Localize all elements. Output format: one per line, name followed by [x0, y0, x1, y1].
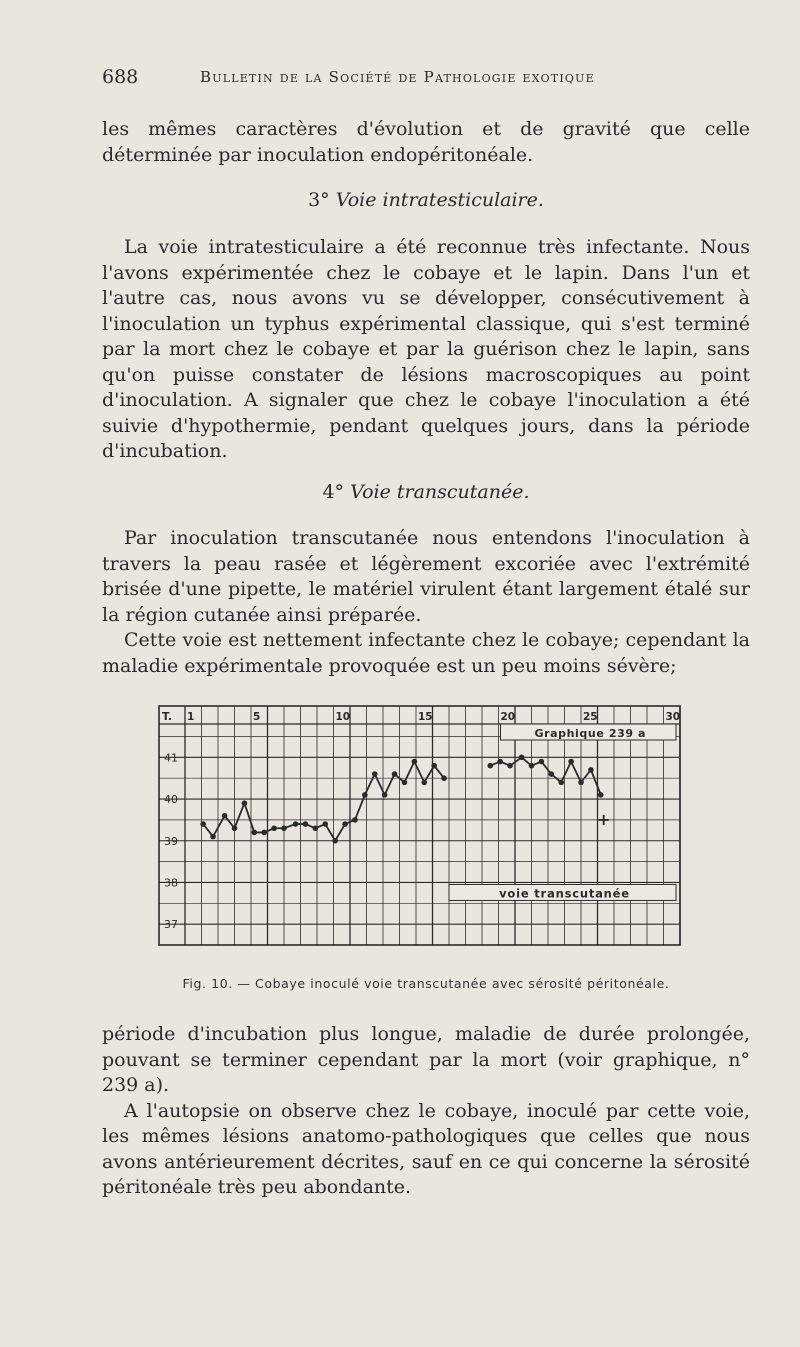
data-point [507, 763, 513, 769]
data-point [200, 821, 206, 827]
data-point [281, 825, 287, 831]
series-line [490, 757, 601, 795]
section-4-title: Voie transcutanée. [350, 481, 530, 503]
data-point [539, 759, 545, 765]
data-point [222, 813, 228, 819]
chart-title: Graphique 239 a [534, 727, 647, 740]
data-point [382, 792, 388, 798]
paragraph-after-1: période d'incubation plus longue, maladie de durée prolongée, pouvant se terminer cependant par la mort (voir graphique, n° 239 a). [102, 1023, 750, 1096]
section-3-heading [102, 189, 750, 211]
section-4-heading [102, 481, 750, 503]
data-point [252, 830, 258, 836]
data-point [598, 792, 604, 798]
paragraph-intratesticulaire: La voie intratesticulaire a été reconnue très infectante. Nous l'avons expérimentée chez le cobaye et le lapin. Dans l'un et l'autre cas, nous avons vu se développer, consécutivement à l'inoculation un typhus expérimental classique, qui s'est terminé par la mort chez le cobaye et par la guérison chez le lapin, sans qu'on puisse constater de lésions macroscopiques au point d'inoculation. A signaler que chez le cobaye l'inoculation a été suivie d'hypothermie, pendant quelques jours, dans la période d'incubation. [102, 236, 750, 462]
data-point [412, 759, 418, 765]
y-tick-label: 37 [164, 918, 178, 932]
paragraph-continuation: les mêmes caractères d'évolution et de gravité que celle déterminée par inoculation endopéritonéale. [102, 118, 750, 166]
x-tick-label: 1 [187, 711, 195, 723]
data-point [529, 763, 535, 769]
paragraph-transcutanee-2: Cette voie est nettement infectante chez le cobaye; cependant la maladie expérimentale provoquée est un peu moins sévère; [102, 629, 750, 677]
data-point [232, 825, 238, 831]
data-point [392, 771, 398, 777]
data-point [303, 821, 309, 827]
y-tick-label: 39 [164, 834, 178, 848]
data-point [293, 821, 299, 827]
data-point [588, 767, 594, 773]
y-tick-label: 38 [164, 876, 178, 890]
temperature-chart [155, 700, 685, 952]
data-point [558, 780, 564, 786]
data-point [342, 821, 348, 827]
page-number: 688 [102, 66, 139, 88]
paragraph-after-figure [102, 1022, 750, 1201]
annotation-label: voie transcutanée [499, 886, 630, 901]
paragraph-transcutanee-1: Par inoculation transcutanée nous entendons l'inoculation à travers la peau rasée et légèrement excoriée avec l'extrémité brisée d'une pipette, le matériel virulent étant largement étalé sur la région cutanée ainsi préparée. [102, 527, 750, 626]
x-tick-label: 25 [583, 711, 598, 723]
data-point [519, 755, 525, 761]
data-point [372, 771, 378, 777]
data-point [322, 821, 328, 827]
data-point [210, 834, 216, 840]
series-line [203, 762, 444, 841]
data-point [332, 838, 338, 844]
data-point [549, 771, 555, 777]
x-tick-label: 10 [335, 711, 351, 723]
data-point [421, 780, 427, 786]
data-point [497, 759, 503, 765]
data-point [352, 817, 358, 823]
section-3-number: 3° [308, 189, 330, 211]
figure-caption: Fig. 10. — Cobaye inoculé voie transcutanée avec sérosité péritonéale. [182, 976, 670, 991]
data-point [487, 763, 493, 769]
data-point [568, 759, 574, 765]
data-point [441, 775, 447, 781]
data-point [242, 800, 248, 806]
data-point [578, 780, 584, 786]
death-marker: + [597, 809, 611, 829]
x-tick-label: 20 [500, 711, 516, 723]
x-tick-label: 30 [665, 711, 681, 723]
data-point [431, 763, 437, 769]
data-point [402, 780, 408, 786]
page-header [102, 66, 752, 96]
x-tick-label: 15 [418, 711, 433, 723]
paragraph-transcutanee [102, 526, 750, 679]
y-tick-label: 40 [164, 793, 178, 807]
section-4-number: 4° [322, 481, 345, 503]
paragraph-after-2: A l'autopsie on observe chez le cobaye, inoculé par cette voie, les mêmes lésions anatomo-pathologiques que celles que nous avons antérieurement décrites, sauf en ce qui concerne la sérosité péritonéale très peu abondante. [102, 1099, 750, 1198]
x-tick-label: 5 [253, 711, 261, 723]
data-point [362, 792, 368, 798]
data-point [271, 825, 277, 831]
data-point [313, 825, 319, 831]
y-tick-label: 41 [164, 751, 178, 765]
running-title: Bulletin de la Société de Pathologie exotique [200, 68, 595, 86]
y-axis-label: T. [162, 710, 173, 723]
chart-annotations [449, 724, 676, 900]
section-3-title: Voie intratesticulaire. [335, 189, 544, 211]
data-point [261, 830, 267, 836]
